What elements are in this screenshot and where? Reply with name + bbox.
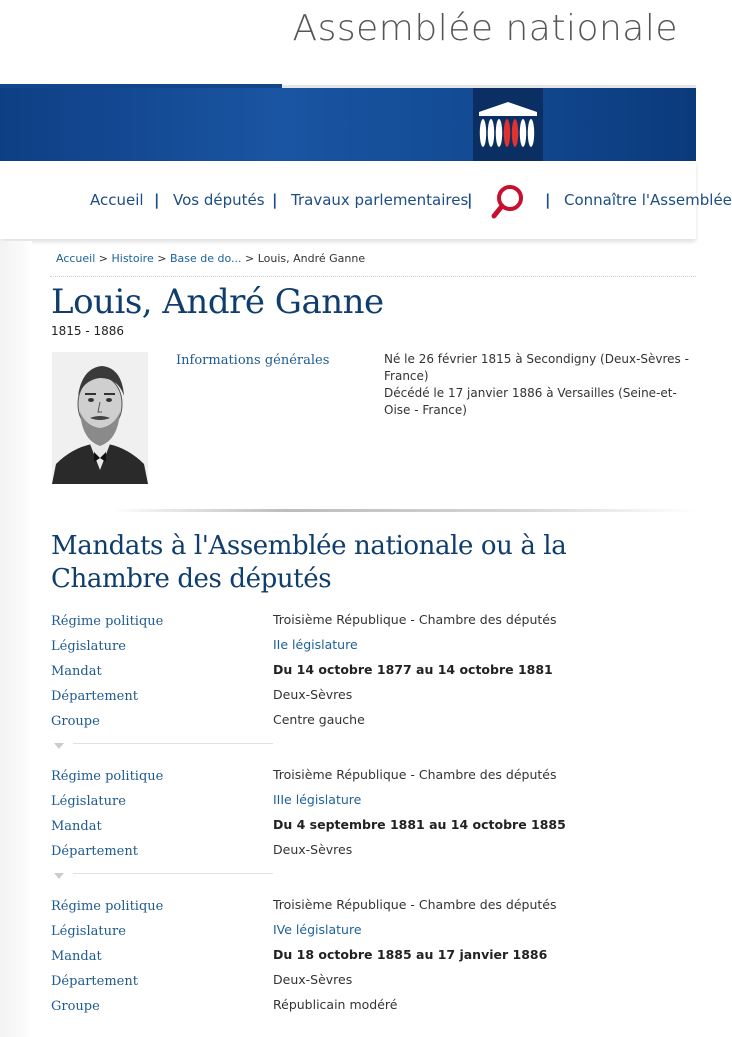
nav-travaux-parlementaires[interactable]: Travaux parlementaires [291, 191, 469, 209]
value-groupe: Centre gauche [273, 712, 365, 727]
nav-separator: | [545, 191, 551, 209]
value-departement: Deux-Sèvres [273, 687, 353, 702]
nav-separator: | [272, 191, 278, 209]
label-regime: Régime politique [51, 899, 164, 914]
mandates-section-title: Mandats à l'Assemblée nationale ou à la Chambre des députés [51, 531, 567, 594]
section-divider [110, 509, 696, 512]
mandate-row [0, 614, 696, 634]
assemblee-logo-icon[interactable] [473, 88, 543, 161]
value-legislature-link[interactable]: IVe législature [273, 922, 362, 937]
value-regime: Troisième République - Chambre des députés [273, 767, 557, 782]
breadcrumb-separator: > [98, 252, 108, 265]
value-mandat: Du 14 octobre 1877 au 14 octobre 1881 [273, 662, 553, 677]
label-departement: Département [51, 844, 138, 859]
breadcrumb-current: Louis, André Ganne [257, 252, 366, 265]
nav-vos-deputes[interactable]: Vos députés [173, 191, 265, 209]
breadcrumb-divider [50, 276, 696, 277]
site-title[interactable]: Assemblée nationale [292, 8, 678, 49]
mandate-row [0, 949, 696, 969]
mandate-row [0, 689, 696, 709]
value-groupe: Républicain modéré [273, 997, 398, 1012]
nav-separator: | [467, 191, 473, 209]
value-mandat: Du 4 septembre 1881 au 14 octobre 1885 [273, 817, 566, 832]
value-regime: Troisième République - Chambre des députés [273, 612, 557, 627]
value-mandat: Du 18 octobre 1885 au 17 janvier 1886 [273, 947, 548, 962]
value-legislature-link[interactable]: IIIe législature [273, 792, 362, 807]
value-departement: Deux-Sèvres [273, 842, 353, 857]
breadcrumb-histoire[interactable]: Histoire [111, 252, 154, 265]
nav-connaitre-assemblee[interactable]: Connaître l'Assemblée [564, 191, 732, 209]
label-mandat: Mandat [51, 664, 102, 679]
mandate-row [0, 924, 696, 944]
nav-accueil[interactable]: Accueil [90, 191, 144, 209]
breadcrumb-base[interactable]: Base de do... [169, 252, 242, 265]
label-departement: Département [51, 689, 138, 704]
mandate-row [0, 844, 696, 864]
header-band [0, 88, 696, 161]
page-title: Louis, André Ganne [51, 282, 384, 322]
mandate-row [0, 639, 696, 659]
mandate-row [0, 819, 696, 839]
breadcrumb-separator: > [244, 252, 255, 265]
mandate-separator [51, 743, 275, 753]
nav-separator: | [154, 191, 160, 209]
mandate-row [0, 664, 696, 684]
mandate-row [0, 999, 696, 1019]
portrait-image [52, 352, 148, 484]
label-regime: Régime politique [51, 614, 164, 629]
label-groupe: Groupe [51, 714, 100, 729]
chevron-down-icon[interactable] [54, 873, 64, 879]
value-departement: Deux-Sèvres [273, 972, 353, 987]
label-regime: Régime politique [51, 769, 164, 784]
value-legislature-link[interactable]: IIe législature [273, 637, 358, 652]
mandate-row [0, 794, 696, 814]
birth-info: Né le 26 février 1815 à Secondigny (Deux-Sèvres - France) [384, 352, 689, 383]
info-generales-text [384, 351, 696, 419]
breadcrumb-accueil[interactable]: Accueil [56, 252, 96, 265]
breadcrumb [56, 252, 365, 265]
mandate-row [0, 974, 696, 994]
life-dates: 1815 - 1886 [51, 324, 125, 338]
label-mandat: Mandat [51, 819, 102, 834]
death-info: Décédé le 17 janvier 1886 à Versailles (Seine-et-Oise - France) [384, 386, 677, 417]
mandate-separator [51, 873, 275, 883]
search-icon[interactable] [490, 183, 526, 219]
label-legislature: Législature [51, 639, 126, 654]
mandate-row [0, 714, 696, 734]
info-generales-label: Informations générales [176, 353, 330, 368]
mandate-row [0, 769, 696, 789]
breadcrumb-separator: > [157, 252, 167, 265]
label-groupe: Groupe [51, 999, 100, 1014]
mandate-row [0, 899, 696, 919]
value-regime: Troisième République - Chambre des députés [273, 897, 557, 912]
label-mandat: Mandat [51, 949, 102, 964]
site-header [0, 0, 696, 88]
chevron-down-icon[interactable] [54, 743, 64, 749]
label-departement: Département [51, 974, 138, 989]
label-legislature: Législature [51, 924, 126, 939]
label-legislature: Législature [51, 794, 126, 809]
main-nav [0, 161, 732, 239]
